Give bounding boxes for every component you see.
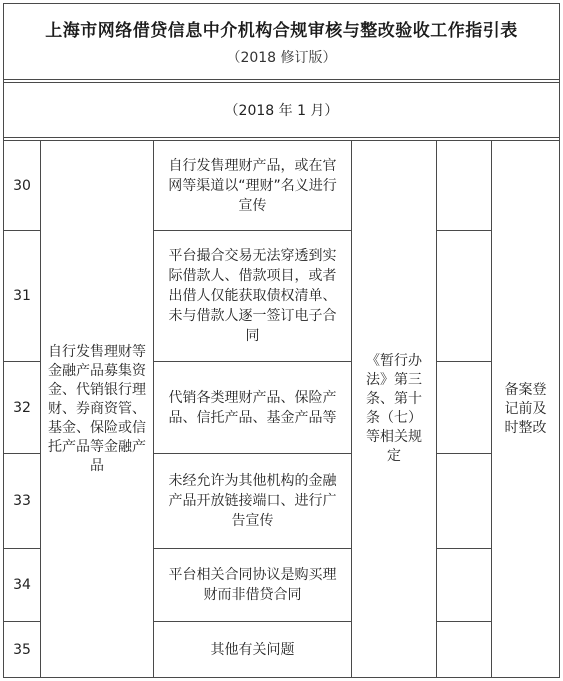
table-title <box>4 4 559 79</box>
issue-item: 未经允许为其他机构的金融产品开放链接端口、进行广告宣传 <box>168 473 337 529</box>
row-number: 32 <box>13 399 31 416</box>
version-label: （2018 修订版） <box>226 50 337 66</box>
page-title: 上海市网络借贷信息中介机构合规审核与整改验收工作指引表 <box>45 21 518 41</box>
row-number: 35 <box>13 641 31 658</box>
issue-item: 平台撮合交易无法穿透到实际借款人、借款项目，或者出借人仅能获取债权清单、未与借款人逐一签订电子合同 <box>168 248 337 344</box>
row-divider <box>436 230 491 231</box>
issue-item: 其他有关问题 <box>210 641 295 658</box>
issue-item: 代销各类理财产品、保险产品、信托产品、基金产品等 <box>168 389 337 426</box>
row-divider <box>436 453 491 454</box>
remedy-cell: 备案登记前及时整改 <box>504 381 547 436</box>
date-label: （2018 年 1 月） <box>224 103 339 119</box>
row-number: 30 <box>13 177 31 194</box>
row-divider <box>436 548 491 549</box>
title-divider <box>3 79 560 80</box>
row-number: 31 <box>13 288 31 304</box>
issue-item: 平台相关合同协议是购买理财而非借贷合同 <box>168 567 337 603</box>
row-number: 33 <box>13 493 31 509</box>
row-number: 34 <box>13 577 31 593</box>
issue-item: 自行发售理财产品，或在官网等渠道以“理财”名义进行宣传 <box>168 157 337 214</box>
row-divider <box>436 621 491 622</box>
category-cell: 自行发售理财等金融产品募集资金、代销银行理财、券商资管、基金、保险或信托产品等金融产品 <box>48 343 146 474</box>
row-divider <box>436 361 491 362</box>
column-divider <box>436 140 437 678</box>
basis-cell: 《暂行办法》第三条、第十条（七）等相关规定 <box>366 353 422 464</box>
date-bottom-divider <box>3 137 560 138</box>
